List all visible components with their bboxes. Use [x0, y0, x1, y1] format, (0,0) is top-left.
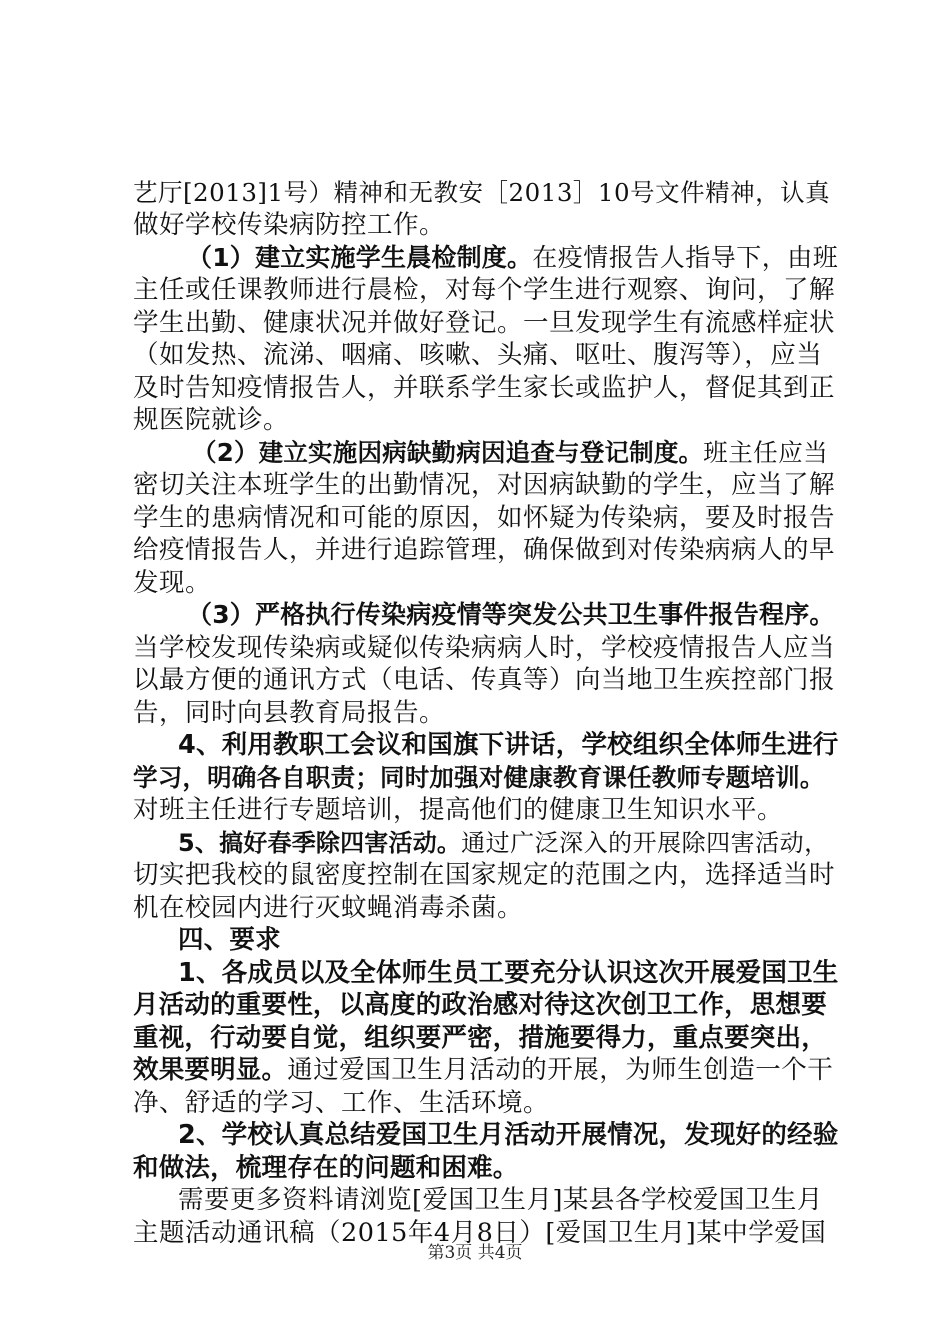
- page-number-footer: 第3页 共4页: [427, 1243, 523, 1263]
- bold-text-run: 重视，行动要自觉，组织要严密，措施要得力，重点要突出，: [133, 1023, 827, 1053]
- bold-text-run: 2、学校认真总结爱国卫生月活动开展情况，发现好的经验: [178, 1120, 839, 1150]
- section-heading: [178, 924, 281, 956]
- body-line: [133, 762, 825, 794]
- body-line: [133, 177, 830, 209]
- body-line: [133, 469, 835, 501]
- body-line: [133, 794, 783, 826]
- bold-text-run: 月活动的重要性，以高度的政治感对待这次创卫工作，思想要: [133, 990, 827, 1020]
- bold-text-run: 学习，明确各自职责；同时加强对健康教育课任教师专题培训。: [133, 763, 825, 792]
- text-run: （如发热、流涕、咽痛、咳嗽、头痛、呕吐、腹泻等），应当: [133, 340, 823, 370]
- bold-heading-run: 5、搞好春季除四害活动。: [178, 829, 462, 857]
- body-line: [133, 1087, 549, 1119]
- body-line: [187, 599, 835, 631]
- text-run: 告，同时向县教育局报告。: [133, 698, 446, 728]
- text-run: 主任或任课教师进行晨检，对每个学生进行观察、询问，了解: [133, 275, 836, 305]
- text-run: 及时告知疫情报告人，并联系学生家长或监护人，督促其到正: [133, 373, 836, 403]
- body-line: [133, 859, 835, 891]
- body-line: [178, 1119, 838, 1151]
- body-line: [133, 567, 211, 599]
- bold-heading-run: 4、利用教职工会议和国旗下讲话，学校组织全体师生进行: [178, 730, 839, 760]
- body-line: [178, 729, 838, 761]
- body-line: [133, 697, 445, 729]
- body-line: [133, 274, 835, 306]
- text-run: 净、舒适的学习、工作、生活环境。: [133, 1088, 550, 1118]
- text-run: 对班主任进行专题培训，提高他们的健康卫生知识水平。: [133, 795, 784, 825]
- body-line: [133, 307, 835, 339]
- bold-text-run: 效果要明显。: [133, 1055, 288, 1085]
- text-run: 当学校发现传染病或疑似传染病病人时，学校疫情报告人应当: [133, 633, 836, 663]
- body-line: [178, 827, 829, 859]
- text-run: 机在校园内进行灭蚊蝇消毒杀菌。: [133, 893, 524, 923]
- bold-text-run: 1、各成员以及全体师生员工要充分认识这次开展爱国卫生: [178, 958, 839, 988]
- text-run: 切实把我校的鼠密度控制在国家规定的范围之内，选择适当时: [133, 860, 836, 890]
- text-run: 密切关注本班学生的出勤情况，对因病缺勤的学生，应当了解: [133, 470, 836, 500]
- body-line: [133, 664, 835, 696]
- text-run: 学生出勤、健康状况并做好登记。一旦发现学生有流感样症状: [133, 308, 836, 338]
- text-run: 班主任应当: [703, 438, 829, 467]
- body-line: [178, 1184, 823, 1216]
- bold-heading-run: （2）建立实施因病缺勤病因追查与登记制度。: [192, 438, 704, 467]
- body-line: [133, 1022, 827, 1054]
- body-line: [192, 437, 828, 469]
- body-line: [133, 1152, 519, 1184]
- text-run: 规医院就诊。: [133, 405, 290, 435]
- text-run: 主题活动通讯稿（2015年4月8日）[爱国卫生月]某中学爱国: [133, 1218, 827, 1248]
- bold-text-run: 和做法，梳理存在的问题和困难。: [133, 1153, 519, 1183]
- text-run: 在疫情报告人指导下，由班: [532, 243, 839, 272]
- text-run: 以最方便的通讯方式（电话、传真等）向当地卫生疾控部门报: [133, 665, 836, 695]
- body-line: [133, 892, 523, 924]
- text-run: 通过广泛深入的开展除四害活动，: [461, 829, 829, 857]
- text-run: 做好学校传染病防控工作。: [133, 210, 446, 240]
- text-run: 学生的患病情况和可能的原因，如怀疑为传染病，要及时报告: [133, 503, 836, 533]
- bold-heading-run: （3）严格执行传染病疫情等突发公共卫生事件报告程序。: [187, 600, 835, 629]
- body-line: [133, 534, 835, 566]
- text-run: 发现。: [133, 568, 212, 598]
- bold-heading-run: 四、要求: [178, 925, 281, 955]
- text-run: 艺厅[2013]1号）精神和无教安［2013］10号文件精神，认真: [133, 178, 831, 207]
- body-line: [133, 372, 835, 404]
- body-line: [133, 989, 827, 1021]
- body-line: [133, 339, 822, 371]
- body-line: [133, 1054, 833, 1086]
- bold-heading-run: （1）建立实施学生晨检制度。: [187, 243, 533, 272]
- body-line: [187, 242, 838, 274]
- body-line: [133, 404, 289, 436]
- body-line: [133, 632, 835, 664]
- body-line: [133, 209, 445, 241]
- body-line: [133, 502, 835, 534]
- text-run: 给疫情报告人，并进行追踪管理，确保做到对传染病病人的早: [133, 535, 836, 565]
- text-run: 通过爱国卫生月活动的开展，为师生创造一个干: [287, 1055, 834, 1085]
- body-line: [178, 957, 838, 989]
- text-run: 需要更多资料请浏览[爱国卫生月]某县各学校爱国卫生月: [178, 1185, 823, 1215]
